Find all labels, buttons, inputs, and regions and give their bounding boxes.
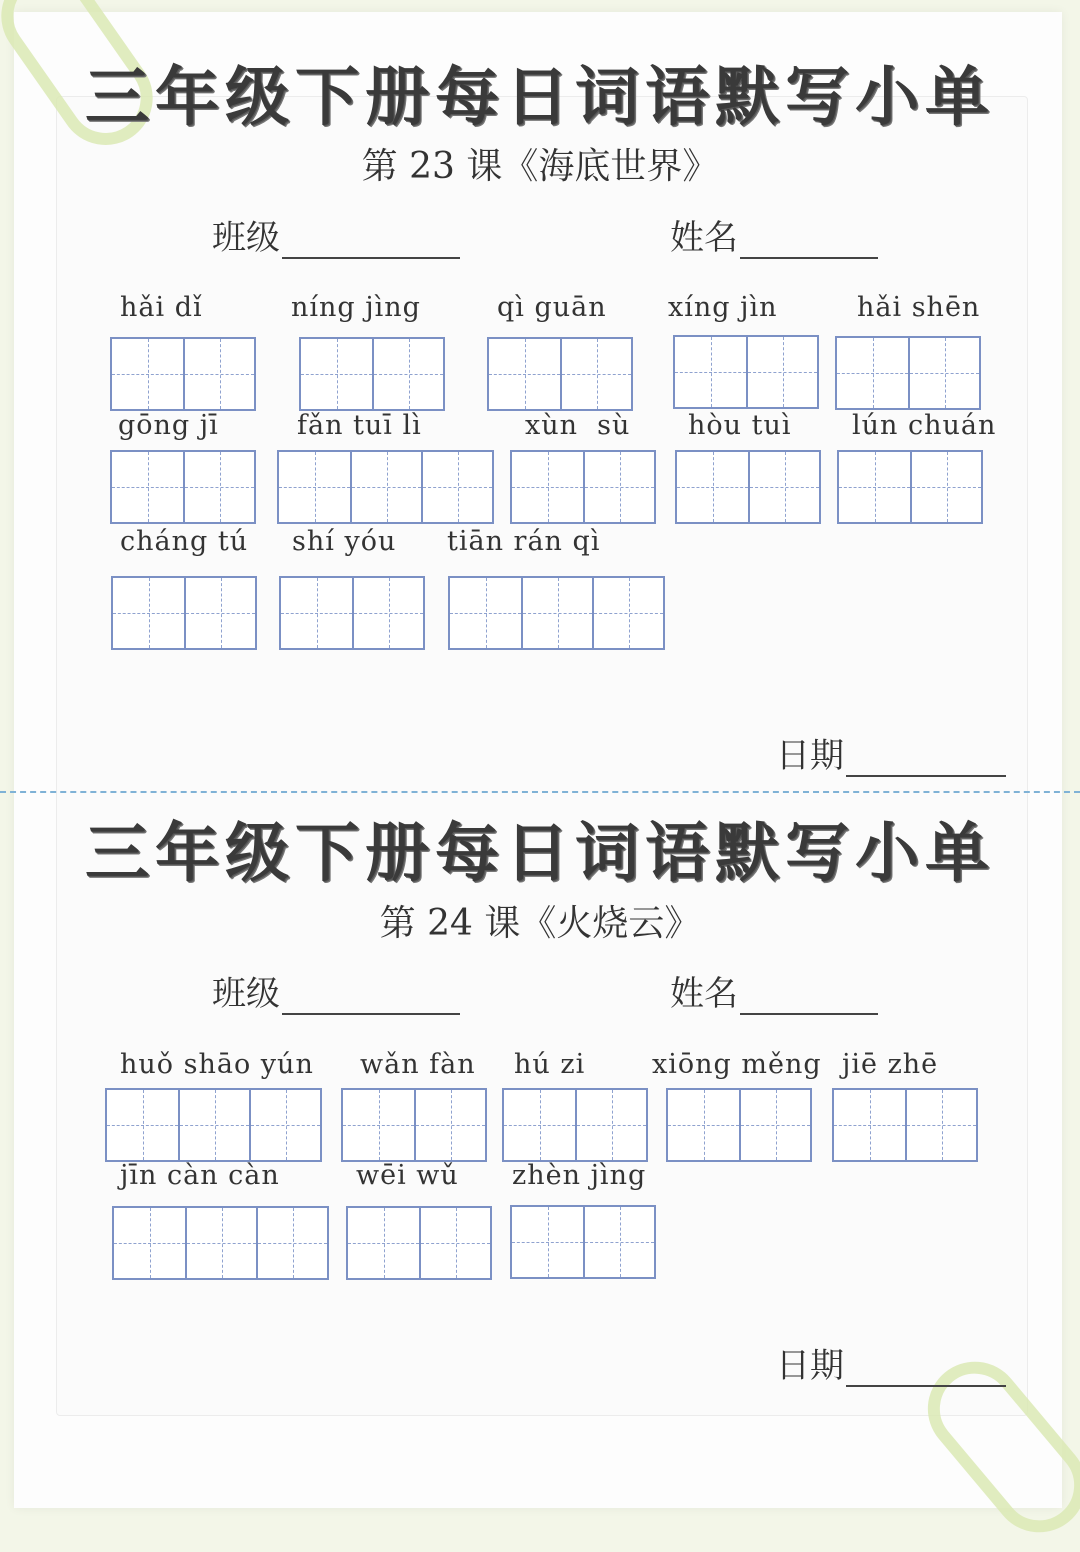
date-blank[interactable]: [846, 775, 1006, 777]
tianzige-cell[interactable]: [675, 337, 746, 407]
tianzige-cell[interactable]: [178, 1090, 249, 1160]
tianzige-cell[interactable]: [512, 452, 583, 522]
tianzige-cell[interactable]: [301, 339, 372, 409]
pinyin-label: zhèn jìng: [512, 1160, 647, 1191]
pinyin-label: gōng jī: [118, 410, 219, 441]
pinyin-label: xùn sù: [525, 410, 631, 441]
worksheet-1-subtitle: 第 23 课《海底世界》: [361, 146, 719, 187]
date-label: 日期: [776, 736, 844, 776]
tianzige-cell[interactable]: [739, 1090, 810, 1160]
tianzige-cell[interactable]: [910, 452, 981, 522]
tianzige-cell[interactable]: [560, 339, 631, 409]
writing-grid[interactable]: [112, 1206, 329, 1280]
tianzige-cell[interactable]: [746, 337, 817, 407]
name-field: [670, 210, 878, 259]
pinyin-label: lún chuán: [852, 410, 997, 441]
pinyin-label: jiē zhē: [842, 1049, 939, 1080]
pinyin-label: shí yóu: [292, 526, 397, 557]
pinyin-label: xíng jìn: [668, 292, 778, 323]
tianzige-cell[interactable]: [343, 1090, 414, 1160]
tianzige-cell[interactable]: [348, 1208, 419, 1278]
writing-grid[interactable]: [510, 450, 656, 524]
tianzige-cell[interactable]: [837, 338, 908, 408]
pinyin-label: fǎn tuī lì: [297, 410, 422, 441]
date-field: [776, 728, 1006, 777]
writing-grid[interactable]: [110, 450, 256, 524]
worksheet-1-title: 三年级下册每日词语默写小单: [85, 60, 995, 135]
tianzige-cell[interactable]: [183, 339, 254, 409]
date-field: [776, 1338, 1006, 1387]
class-blank[interactable]: [282, 257, 460, 259]
tianzige-cell[interactable]: [834, 1090, 905, 1160]
writing-grid[interactable]: [341, 1088, 487, 1162]
pinyin-label: hòu tuì: [688, 410, 792, 441]
pinyin-label: wǎn fàn: [360, 1049, 476, 1080]
pinyin-label: hǎi shēn: [857, 292, 981, 323]
tianzige-cell[interactable]: [352, 578, 423, 648]
writing-grid[interactable]: [110, 337, 256, 411]
tianzige-cell[interactable]: [350, 452, 421, 522]
tianzige-cell[interactable]: [414, 1090, 485, 1160]
writing-grid[interactable]: [299, 337, 445, 411]
tianzige-cell[interactable]: [256, 1208, 327, 1278]
cut-divider: [0, 791, 1080, 793]
class-blank[interactable]: [282, 1013, 460, 1015]
writing-grid[interactable]: [279, 576, 425, 650]
tianzige-cell[interactable]: [521, 578, 592, 648]
tianzige-cell[interactable]: [583, 452, 654, 522]
pinyin-label: qì guān: [497, 292, 607, 323]
worksheet-2-subtitle: 第 24 课《火烧云》: [379, 903, 701, 944]
writing-grid[interactable]: [510, 1205, 656, 1279]
tianzige-cell[interactable]: [114, 1208, 185, 1278]
writing-grid[interactable]: [673, 335, 819, 409]
name-blank[interactable]: [740, 257, 878, 259]
pinyin-label: níng jìng: [291, 292, 421, 323]
tianzige-cell[interactable]: [668, 1090, 739, 1160]
tianzige-cell[interactable]: [575, 1090, 646, 1160]
tianzige-cell[interactable]: [839, 452, 910, 522]
pinyin-label: hǎi dǐ: [120, 292, 203, 323]
class-label: 班级: [212, 974, 280, 1014]
pinyin-label: tiān rán qì: [447, 526, 601, 557]
pinyin-label: hú zi: [514, 1049, 586, 1080]
writing-grid[interactable]: [487, 337, 633, 411]
writing-grid[interactable]: [346, 1206, 492, 1280]
name-label: 姓名: [670, 218, 738, 258]
writing-grid[interactable]: [277, 450, 494, 524]
date-blank[interactable]: [846, 1385, 1006, 1387]
writing-grid[interactable]: [111, 576, 257, 650]
class-field: [212, 966, 460, 1015]
writing-grid[interactable]: [666, 1088, 812, 1162]
name-label: 姓名: [670, 974, 738, 1014]
writing-grid[interactable]: [835, 336, 981, 410]
tianzige-cell[interactable]: [905, 1090, 976, 1160]
writing-grid[interactable]: [832, 1088, 978, 1162]
tianzige-cell[interactable]: [184, 578, 255, 648]
tianzige-cell[interactable]: [677, 452, 748, 522]
pinyin-label: cháng tú: [120, 526, 249, 557]
name-blank[interactable]: [740, 1013, 878, 1015]
date-label: 日期: [776, 1346, 844, 1386]
writing-grid[interactable]: [502, 1088, 648, 1162]
tianzige-cell[interactable]: [489, 339, 560, 409]
worksheet-2-title: 三年级下册每日词语默写小单: [85, 816, 995, 891]
tianzige-cell[interactable]: [183, 452, 254, 522]
tianzige-cell[interactable]: [113, 578, 184, 648]
tianzige-cell[interactable]: [185, 1208, 256, 1278]
tianzige-cell[interactable]: [908, 338, 979, 408]
class-label: 班级: [212, 218, 280, 258]
tianzige-cell[interactable]: [279, 452, 350, 522]
pinyin-label: wēi wǔ: [356, 1160, 459, 1191]
pinyin-label: xiōng měng: [652, 1049, 822, 1080]
tianzige-cell[interactable]: [107, 1090, 178, 1160]
tianzige-cell[interactable]: [281, 578, 352, 648]
writing-grid[interactable]: [105, 1088, 322, 1162]
tianzige-cell[interactable]: [112, 452, 183, 522]
tianzige-cell[interactable]: [583, 1207, 654, 1277]
class-field: [212, 210, 460, 259]
writing-grid[interactable]: [448, 576, 665, 650]
name-field: [670, 966, 878, 1015]
tianzige-cell[interactable]: [504, 1090, 575, 1160]
pinyin-label: huǒ shāo yún: [120, 1049, 314, 1080]
tianzige-cell[interactable]: [112, 339, 183, 409]
tianzige-cell[interactable]: [512, 1207, 583, 1277]
pinyin-label: jīn càn càn: [120, 1160, 280, 1191]
tianzige-cell[interactable]: [748, 452, 819, 522]
writing-grid[interactable]: [675, 450, 821, 524]
tianzige-cell[interactable]: [592, 578, 663, 648]
tianzige-cell[interactable]: [419, 1208, 490, 1278]
tianzige-cell[interactable]: [372, 339, 443, 409]
writing-grid[interactable]: [837, 450, 983, 524]
tianzige-cell[interactable]: [249, 1090, 320, 1160]
tianzige-cell[interactable]: [421, 452, 492, 522]
tianzige-cell[interactable]: [450, 578, 521, 648]
